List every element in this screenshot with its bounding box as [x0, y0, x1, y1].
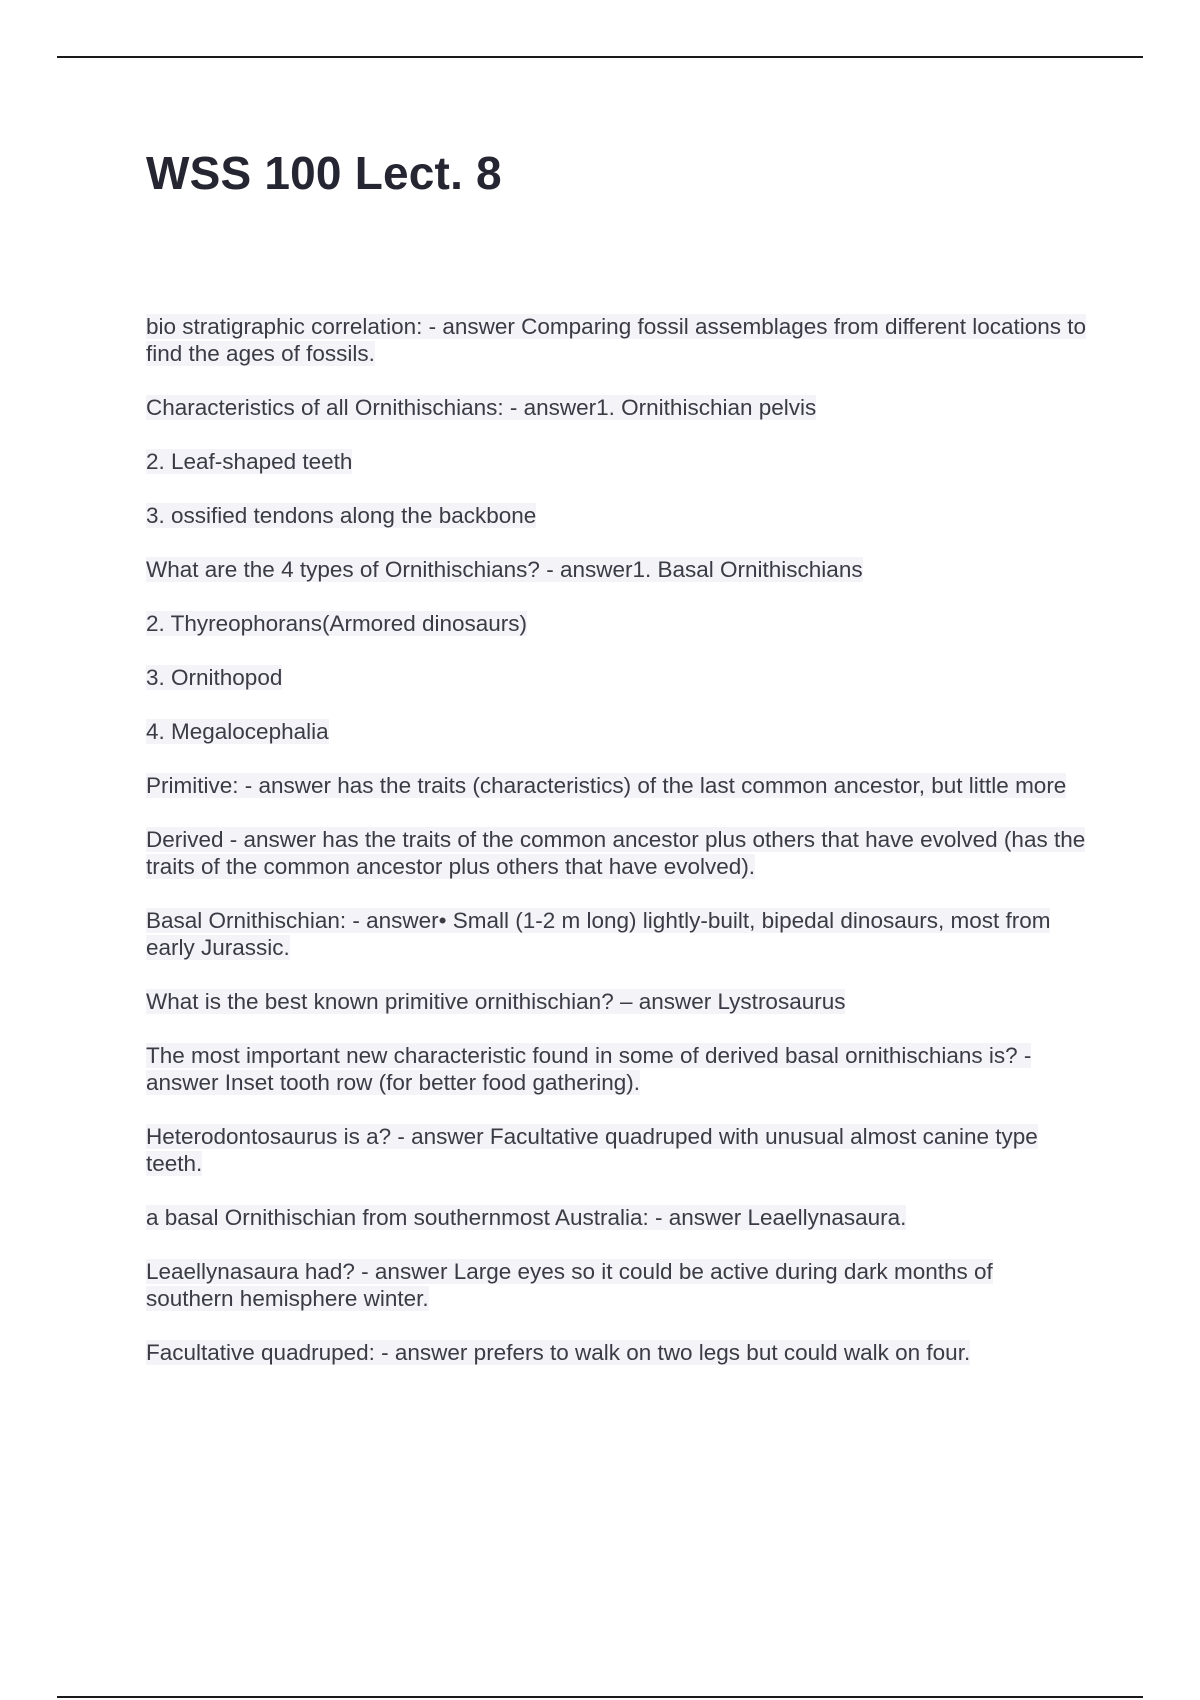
paragraph-text: Characteristics of all Ornithischians: - answer1. Ornithischian pelvis: [146, 395, 817, 420]
paragraph: [146, 394, 1086, 421]
paragraph-text: Derived - answer has the traits of the common ancestor plus others that have evolved (has the traits of the common ancestor plus others that have evolved).: [146, 827, 1086, 879]
paragraph-text: Basal Ornithischian: - answer• Small (1-2 m long) lightly-built, bipedal dinosaurs, most from early Jurassic.: [146, 908, 1051, 960]
paragraph-text: 4. Megalocephalia: [146, 719, 329, 744]
paragraph: [146, 1339, 1086, 1366]
paragraph-text: What are the 4 types of Ornithischians? - answer1. Basal Ornithischians: [146, 557, 863, 582]
paragraph: [146, 448, 1086, 475]
paragraph: [146, 772, 1086, 799]
paragraph-text: What is the best known primitive ornithischian? – answer Lystrosaurus: [146, 989, 846, 1014]
paragraph: [146, 1042, 1086, 1096]
paragraph-text: Heterodontosaurus is a? - answer Facultative quadruped with unusual almost canine type teeth.: [146, 1124, 1038, 1176]
paragraph: [146, 718, 1086, 745]
paragraph: [146, 313, 1086, 367]
paragraph: [146, 907, 1086, 961]
paragraph-text: a basal Ornithischian from southernmost Australia: - answer Leaellynasaura.: [146, 1205, 907, 1230]
top-divider: [57, 56, 1143, 58]
paragraph: [146, 556, 1086, 583]
paragraph: [146, 664, 1086, 691]
paragraph-text: Leaellynasaura had? - answer Large eyes so it could be active during dark months of southern hemisphere winter.: [146, 1259, 993, 1311]
paragraph: [146, 610, 1086, 637]
paragraph-text: Primitive: - answer has the traits (characteristics) of the last common ancestor, but little more: [146, 773, 1067, 798]
document-title: WSS 100 Lect. 8: [146, 147, 502, 199]
paragraph-text: 3. ossified tendons along the backbone: [146, 503, 537, 528]
paragraph-text: 2. Leaf-shaped teeth: [146, 449, 353, 474]
paragraph: [146, 502, 1086, 529]
paragraph: [146, 1204, 1086, 1231]
paragraph: [146, 1258, 1086, 1312]
paragraph: [146, 988, 1086, 1015]
document-body: [146, 313, 1086, 1393]
paragraph-text: Facultative quadruped: - answer prefers to walk on two legs but could walk on four.: [146, 1340, 971, 1365]
bottom-divider: [57, 1696, 1143, 1698]
paragraph-text: bio stratigraphic correlation: - answer Comparing fossil assemblages from different locations to find the ages of fossils.: [146, 314, 1087, 366]
paragraph-text: The most important new characteristic found in some of derived basal ornithischians is? - answer Inset tooth row (for better food gathering).: [146, 1043, 1032, 1095]
paragraph: [146, 1123, 1086, 1177]
paragraph-text: 2. Thyreophorans(Armored dinosaurs): [146, 611, 528, 636]
paragraph: [146, 826, 1086, 880]
paragraph-text: 3. Ornithopod: [146, 665, 283, 690]
